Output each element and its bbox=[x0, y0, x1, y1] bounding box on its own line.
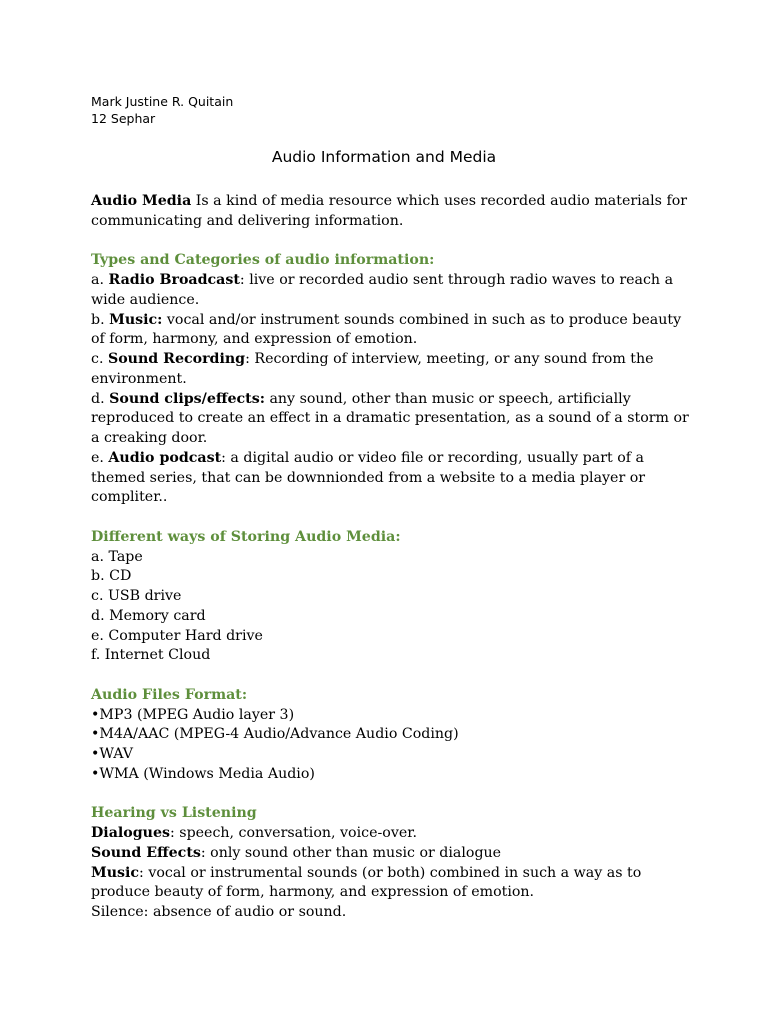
list-item bbox=[91, 390, 691, 449]
list-item bbox=[91, 350, 691, 390]
item-prefix: c. bbox=[91, 351, 108, 367]
document-title: Audio Information and Media bbox=[271, 148, 497, 166]
item-prefix: b. bbox=[91, 311, 110, 328]
list-item: f. Internet Cloud bbox=[91, 647, 211, 664]
storage-heading: Different ways of Storing Audio Media: bbox=[91, 528, 401, 545]
silence-line: Silence: absence of audio or sound. bbox=[91, 904, 347, 920]
item-prefix: d. bbox=[91, 390, 110, 407]
spacer bbox=[91, 508, 691, 528]
list-item: e. Computer Hard drive bbox=[91, 627, 263, 644]
list-item bbox=[91, 864, 691, 904]
item-text: any sound, other than music or speech, artificially reproduced to create an effect in a dramatic presentation, as a sound of a storm or a creaking door. bbox=[91, 390, 689, 446]
item-text: : live or recorded audio sent through radio waves to reach a wide audience. bbox=[91, 272, 674, 308]
list-item bbox=[91, 311, 691, 351]
item-term: Audio podcast bbox=[108, 449, 222, 466]
document-header bbox=[91, 93, 233, 127]
item-text: : a digital audio or video file or recording, usually part of a themed series, that can be downnionded from a website to a media player or compliter.. bbox=[91, 449, 646, 506]
list-item: b. CD bbox=[91, 568, 132, 585]
item-term: Dialogues bbox=[91, 825, 170, 841]
list-item: d. Memory card bbox=[91, 607, 206, 624]
list-item: •M4A/AAC (MPEG-4 Audio/Advance Audio Coding) bbox=[91, 726, 459, 743]
item-text: : speech, conversation, voice-over. bbox=[170, 825, 417, 841]
list-item: •WMA (Windows Media Audio) bbox=[91, 765, 315, 782]
intro-text: Is a kind of media resource which uses recorded audio materials for communicating and delivering information. bbox=[91, 193, 688, 229]
item-text: vocal and/or instrument sounds combined in such as to produce beauty of form, harmony, and expression of emotion. bbox=[91, 311, 682, 348]
intro-paragraph bbox=[91, 192, 691, 232]
document-body bbox=[91, 192, 691, 923]
item-prefix: e. bbox=[91, 449, 109, 466]
intro-term: Audio Media bbox=[91, 193, 192, 209]
list-item bbox=[91, 449, 691, 508]
item-text: : Recording of interview, meeting, or any sound from the environment. bbox=[91, 351, 654, 387]
list-item: •MP3 (MPEG Audio layer 3) bbox=[91, 706, 295, 723]
item-term: Sound clips/effects: bbox=[109, 390, 265, 407]
spacer bbox=[91, 785, 691, 805]
types-heading: Types and Categories of audio information: bbox=[91, 252, 435, 269]
item-term: Radio Broadcast bbox=[108, 272, 240, 288]
item-term: Sound Recording bbox=[107, 351, 246, 367]
item-text: : vocal or instrumental sounds (or both) combined in such a way as to produce beauty of form, harmony, and expression of emotion. bbox=[91, 864, 642, 901]
item-text: : only sound other than music or dialogue bbox=[200, 844, 502, 861]
hearing-heading: Hearing vs Listening bbox=[91, 805, 257, 822]
class-section: 12 Sephar bbox=[91, 111, 156, 126]
item-term: Sound Effects bbox=[91, 844, 201, 861]
list-item bbox=[91, 844, 691, 864]
author-name: Mark Justine R. Quitain bbox=[91, 94, 234, 109]
list-item bbox=[91, 271, 691, 311]
list-item: c. USB drive bbox=[91, 588, 182, 604]
list-item bbox=[91, 824, 691, 844]
list-item: a. Tape bbox=[91, 548, 143, 565]
list-item: •WAV bbox=[91, 746, 134, 762]
item-term: Music bbox=[91, 864, 140, 881]
formats-heading: Audio Files Format: bbox=[91, 686, 248, 703]
item-prefix: a. bbox=[91, 272, 109, 288]
spacer bbox=[91, 666, 691, 686]
item-term: Music: bbox=[109, 311, 163, 328]
spacer bbox=[91, 232, 691, 252]
